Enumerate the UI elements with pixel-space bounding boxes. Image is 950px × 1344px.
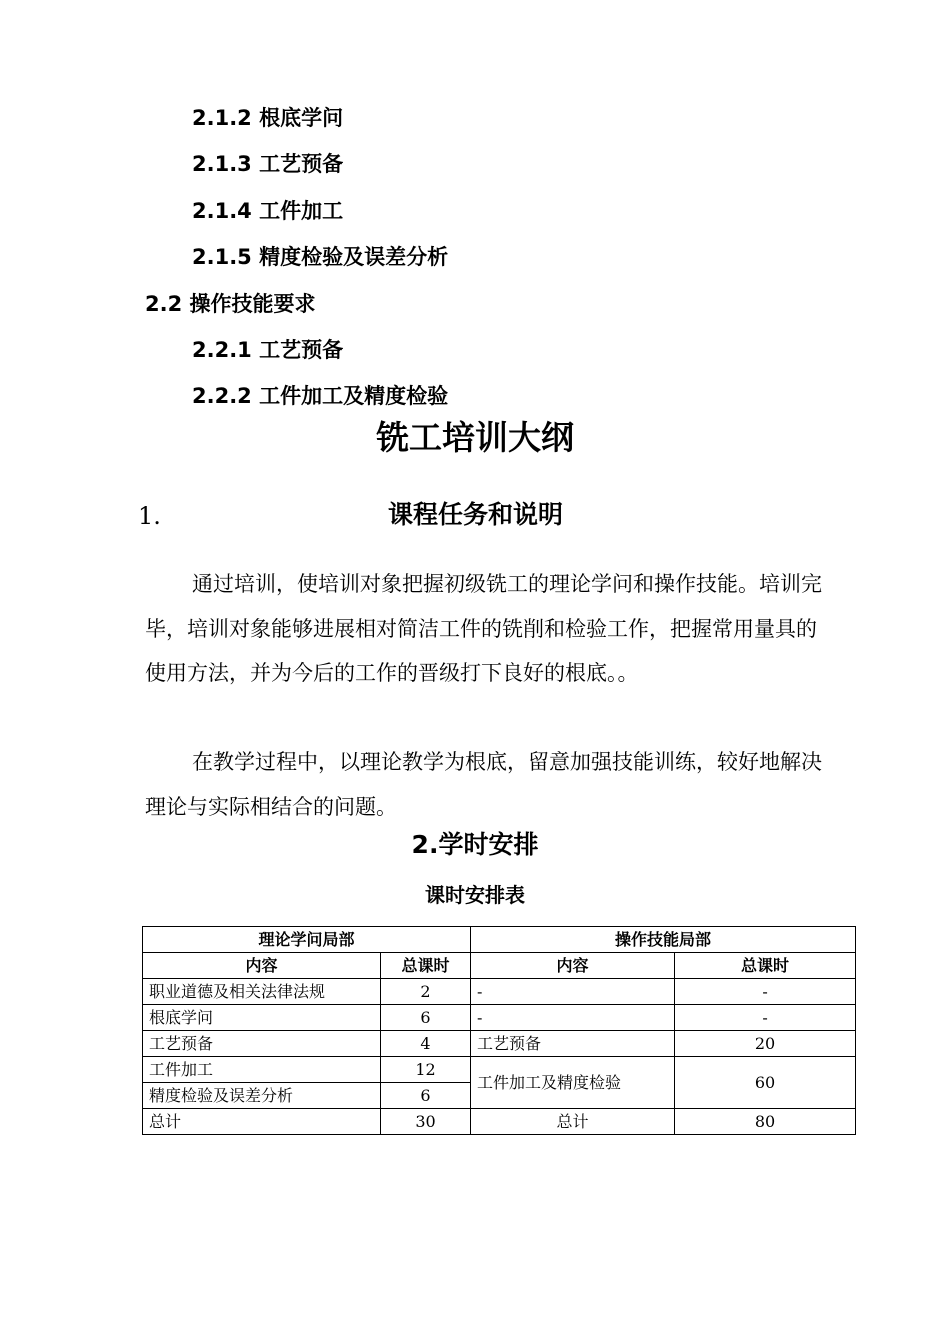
skill-hours-cell: 20 [675, 1031, 856, 1057]
theory-content-cell: 精度检验及误差分析 [143, 1083, 381, 1109]
theory-hours-cell: 6 [381, 1005, 471, 1031]
schedule-table [142, 926, 856, 1135]
outline-item-2-1-5: 2.1.5 精度检验及误差分析 [192, 245, 449, 269]
table-column-header-row [143, 953, 856, 979]
table-row [143, 1057, 856, 1083]
skill-group-header: 操作技能局部 [471, 927, 856, 953]
theory-content-cell: 工艺预备 [143, 1031, 381, 1057]
outline-item-2-1-4: 2.1.4 工件加工 [192, 199, 344, 223]
outline-item-2-2-1: 2.2.1 工艺预备 [192, 338, 344, 362]
skill-hours-cell: - [675, 1005, 856, 1031]
section-2-title: 2.学时安排 [411, 830, 539, 859]
skill-hours-cell: 60 [675, 1057, 856, 1109]
theory-content-cell: 职业道德及相关法律法规 [143, 979, 381, 1005]
theory-hours-cell: 2 [381, 979, 471, 1005]
skill-total-hours: 80 [675, 1109, 856, 1135]
skill-hours-header: 总课时 [675, 953, 856, 979]
skill-total-label: 总计 [471, 1109, 675, 1135]
skill-content-cell: - [471, 1005, 675, 1031]
theory-hours-cell: 12 [381, 1057, 471, 1083]
theory-hours-cell: 6 [381, 1083, 471, 1109]
table-group-header-row [143, 927, 856, 953]
table-total-row [143, 1109, 856, 1135]
section-1-paragraph-2: 在教学过程中，以理论教学为根底，留意加强技能训练，较好地解决理论与实际相结合的问题。 [145, 750, 822, 819]
skill-content-cell: - [471, 979, 675, 1005]
skill-content-header: 内容 [471, 953, 675, 979]
section-1-number: 1. [138, 502, 161, 530]
document-title: 铣工培训大纲 [376, 418, 574, 457]
outline-item-2-1-2: 2.1.2 根底学问 [192, 106, 344, 130]
table-caption: 课时安排表 [425, 883, 525, 907]
table-row [143, 979, 856, 1005]
outline-item-2-2-2: 2.2.2 工件加工及精度检验 [192, 384, 449, 408]
skill-hours-cell: - [675, 979, 856, 1005]
table-row [143, 1031, 856, 1057]
outline-item-2-1-3: 2.1.3 工艺预备 [192, 152, 344, 176]
section-1-title: 课程任务和说明 [388, 500, 564, 529]
theory-total-label: 总计 [143, 1109, 381, 1135]
theory-content-header: 内容 [143, 953, 381, 979]
theory-total-hours: 30 [381, 1109, 471, 1135]
theory-hours-cell: 4 [381, 1031, 471, 1057]
theory-group-header: 理论学问局部 [143, 927, 471, 953]
theory-content-cell: 根底学问 [143, 1005, 381, 1031]
table-row [143, 1005, 856, 1031]
section-1-paragraph-1: 通过培训，使培训对象把握初级铣工的理论学问和操作技能。培训完毕，培训对象能够进展相对简洁工件的铣削和检验工作，把握常用量具的使用方法，并为今后的工作的晋级打下良好的根底。。 [145, 572, 822, 685]
outline-item-2-2: 2.2 操作技能要求 [145, 292, 316, 316]
skill-content-cell: 工艺预备 [471, 1031, 675, 1057]
theory-hours-header: 总课时 [381, 953, 471, 979]
skill-content-cell: 工件加工及精度检验 [471, 1057, 675, 1109]
theory-content-cell: 工件加工 [143, 1057, 381, 1083]
